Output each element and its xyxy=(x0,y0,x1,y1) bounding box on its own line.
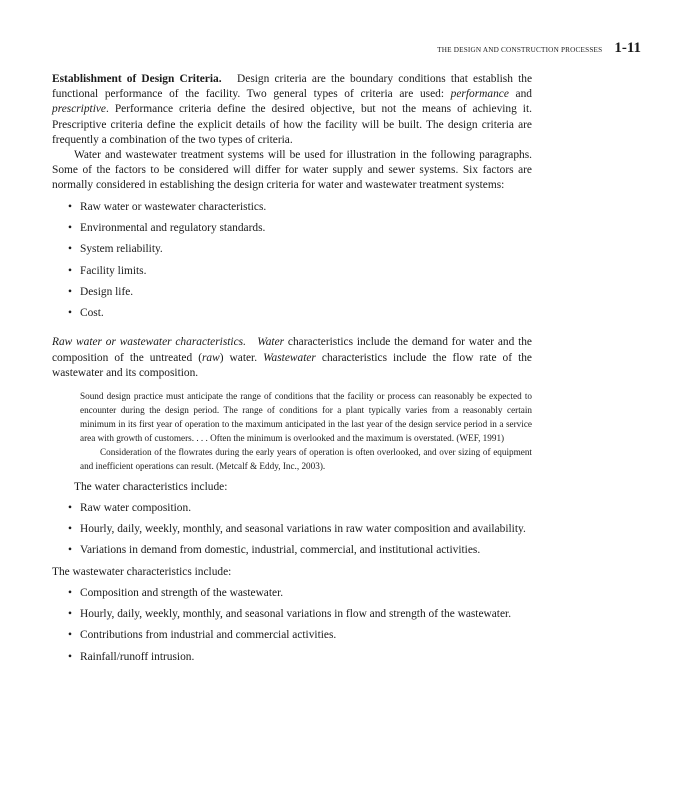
emphasis-prescriptive: prescriptive xyxy=(52,103,106,116)
list-item xyxy=(68,285,532,300)
list-item-text: Hourly, daily, weekly, monthly, and seasonal variations in raw water composition and availability. xyxy=(80,523,526,536)
list-item xyxy=(68,501,532,516)
list-item-text: Contributions from industrial and commercial activities. xyxy=(80,629,337,642)
list-item-text: System reliability. xyxy=(80,243,163,256)
bullet-icon: • xyxy=(68,307,72,320)
running-title: THE DESIGN AND CONSTRUCTION PROCESSES xyxy=(437,46,603,54)
paragraph-raw-water xyxy=(52,335,532,381)
text-run: Design criteria are the boundary conditions that establish the functional performance of the facility. Two general types of criteria are used: xyxy=(52,73,532,101)
wastewater-characteristics-list xyxy=(68,586,532,665)
bullet-icon: • xyxy=(68,608,72,621)
block-quote xyxy=(80,389,532,474)
text-run: and xyxy=(508,88,533,101)
list-item xyxy=(68,242,532,257)
quote-paragraph-wef: Sound design practice must anticipate the range of conditions that the facility or process can reasonably be expected to encounter during the design period. The range of conditions for a plant typically varies from a reasonably certain minimum in its first year of operation to the maximum anticipated in the last year of the design service period in a service area with growth of customers. . . . Often the minimum is overlooked and the maximum is overstated. (WEF, 1991) xyxy=(80,391,532,444)
list-item-text: Variations in demand from domestic, industrial, commercial, and institutional activities. xyxy=(80,544,481,557)
text-run: characteristics include the demand for water and the composition of the untreated ( xyxy=(52,336,532,364)
list-item xyxy=(68,628,532,643)
list-item-text: Environmental and regulatory standards. xyxy=(80,221,266,234)
list-item xyxy=(68,607,532,622)
bullet-icon: • xyxy=(68,523,72,536)
emphasis-raw: raw xyxy=(202,351,220,364)
list-item-text: Rainfall/runoff intrusion. xyxy=(80,650,195,663)
water-characteristics-lead: The water characteristics include: xyxy=(74,480,228,493)
bullet-icon: • xyxy=(68,544,72,557)
list-item xyxy=(68,264,532,279)
emphasis-water: Water xyxy=(257,336,285,349)
page-number: 1-11 xyxy=(614,40,641,56)
water-characteristics-list xyxy=(68,501,532,559)
text-run: characteristics include the flow rate of the wastewater and its composition. xyxy=(52,351,532,379)
page-body xyxy=(52,72,532,671)
list-item xyxy=(68,543,532,558)
list-item xyxy=(68,586,532,601)
list-item-text: Cost. xyxy=(80,307,104,320)
running-header xyxy=(437,40,641,57)
list-item-text: Raw water composition. xyxy=(80,501,192,514)
quote-paragraph-metcalf: Consideration of the flowrates during the early years of operation is often overlooked, and over sizing of equipment and inefficient operations can result. (Metcalf & Eddy, Inc., 2003). xyxy=(80,447,532,472)
list-item-text: Composition and strength of the wastewater. xyxy=(80,586,284,599)
bullet-icon: • xyxy=(68,243,72,256)
list-item xyxy=(68,221,532,236)
list-item xyxy=(68,306,532,321)
emphasis-performance: performance xyxy=(450,88,509,101)
section-heading-raw-water: Raw water or wastewater characteristics. xyxy=(52,336,246,349)
bullet-icon: • xyxy=(68,586,72,599)
list-item-text: Hourly, daily, weekly, monthly, and seasonal variations in flow and strength of the wastewater. xyxy=(80,608,512,621)
bullet-icon: • xyxy=(68,200,72,213)
list-item-text: Facility limits. xyxy=(80,264,147,277)
bullet-icon: • xyxy=(68,629,72,642)
paragraph-design-criteria xyxy=(52,72,532,148)
text-run: . Performance criteria define the desired objective, but not the means of achieving it. Prescriptive criteria define the explicit details of how the facility will be built. The design criteria are frequently a combination of the two types of criteria. xyxy=(52,103,532,146)
paragraph-six-factors: Water and wastewater treatment systems will be used for illustration in the following paragraphs. Some of the factors to be considered will differ for water supply and sewer systems. Six factors are normally considered in establishing the design criteria for water and wastewater treatment systems: xyxy=(52,149,532,192)
section-heading-design-criteria: Establishment of Design Criteria. xyxy=(52,73,222,85)
list-item-text: Raw water or wastewater characteristics. xyxy=(80,200,267,213)
emphasis-wastewater: Wastewater xyxy=(263,351,316,364)
bullet-icon: • xyxy=(68,501,72,514)
text-run: ) water. xyxy=(219,351,264,364)
list-item-text: Design life. xyxy=(80,285,134,298)
list-item xyxy=(68,522,532,537)
list-item xyxy=(68,200,532,215)
bullet-icon: • xyxy=(68,221,72,234)
bullet-icon: • xyxy=(68,285,72,298)
bullet-icon: • xyxy=(68,650,72,663)
wastewater-characteristics-lead: The wastewater characteristics include: xyxy=(52,565,232,578)
list-item xyxy=(68,650,532,665)
bullet-icon: • xyxy=(68,264,72,277)
section-spacer xyxy=(52,327,532,335)
factors-list xyxy=(68,200,532,322)
